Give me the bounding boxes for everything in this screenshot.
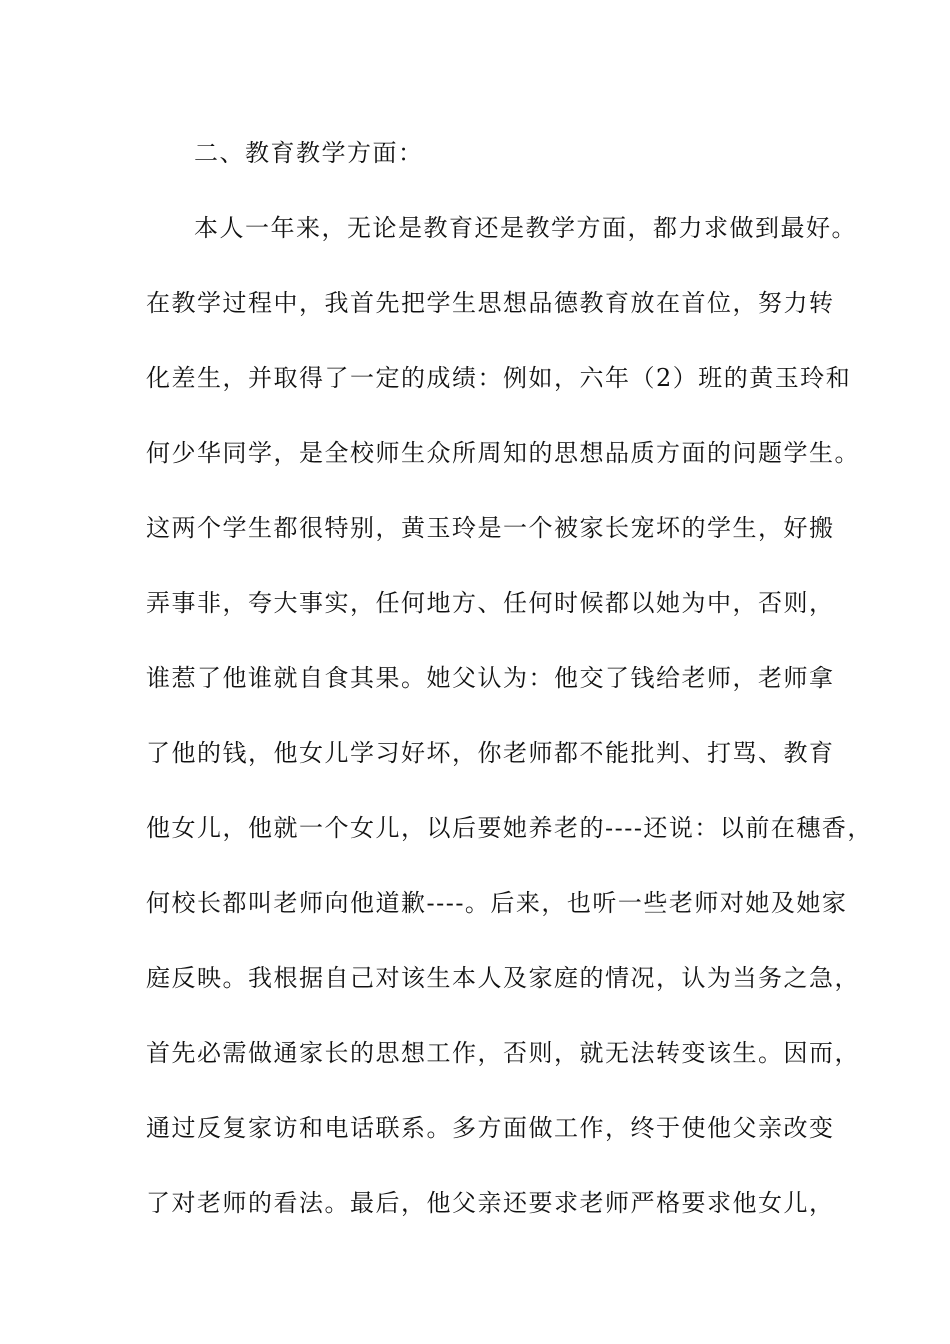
- paragraph-line: 他女儿，他就一个女儿，以后要她养老的----还说：以前在穗香，: [146, 814, 873, 842]
- paragraph-line: 何少华同学，是全校师生众所周知的思想品质方面的问题学生。: [146, 439, 860, 467]
- paragraph-line: 在教学过程中，我首先把学生思想品德教育放在首位，努力转: [146, 289, 835, 317]
- paragraph-line: 弄事非，夸大事实，任何地方、任何时候都以她为中，否则，: [146, 589, 835, 617]
- paragraph-line: 了他的钱，他女儿学习好坏，你老师都不能批判、打骂、教育: [146, 739, 835, 767]
- paragraph-line: 本人一年来，无论是教育还是教学方面，都力求做到最好。: [194, 214, 857, 242]
- paragraph-line: 化差生，并取得了一定的成绩：例如，六年（2）班的黄玉玲和: [146, 364, 852, 392]
- paragraph-line: 了对老师的看法。最后，他父亲还要求老师严格要求他女儿，: [146, 1189, 835, 1217]
- paragraph-line: 通过反复家访和电话联系。多方面做工作，终于使他父亲改变: [146, 1114, 835, 1142]
- paragraph-line: 何校长都叫老师向他道歉----。后来，也听一些老师对她及她家: [146, 889, 848, 917]
- paragraph-line: 这两个学生都很特别，黄玉玲是一个被家长宠坏的学生，好搬: [146, 514, 835, 542]
- section-heading: 二、教育教学方面：: [194, 139, 424, 167]
- paragraph-line: 首先必需做通家长的思想工作，否则，就无法转变该生。因而，: [146, 1039, 860, 1067]
- paragraph-line: 庭反映。我根据自己对该生本人及家庭的情况，认为当务之急，: [146, 964, 860, 992]
- paragraph-line: 谁惹了他谁就自食其果。她父认为：他交了钱给老师，老师拿: [146, 664, 835, 692]
